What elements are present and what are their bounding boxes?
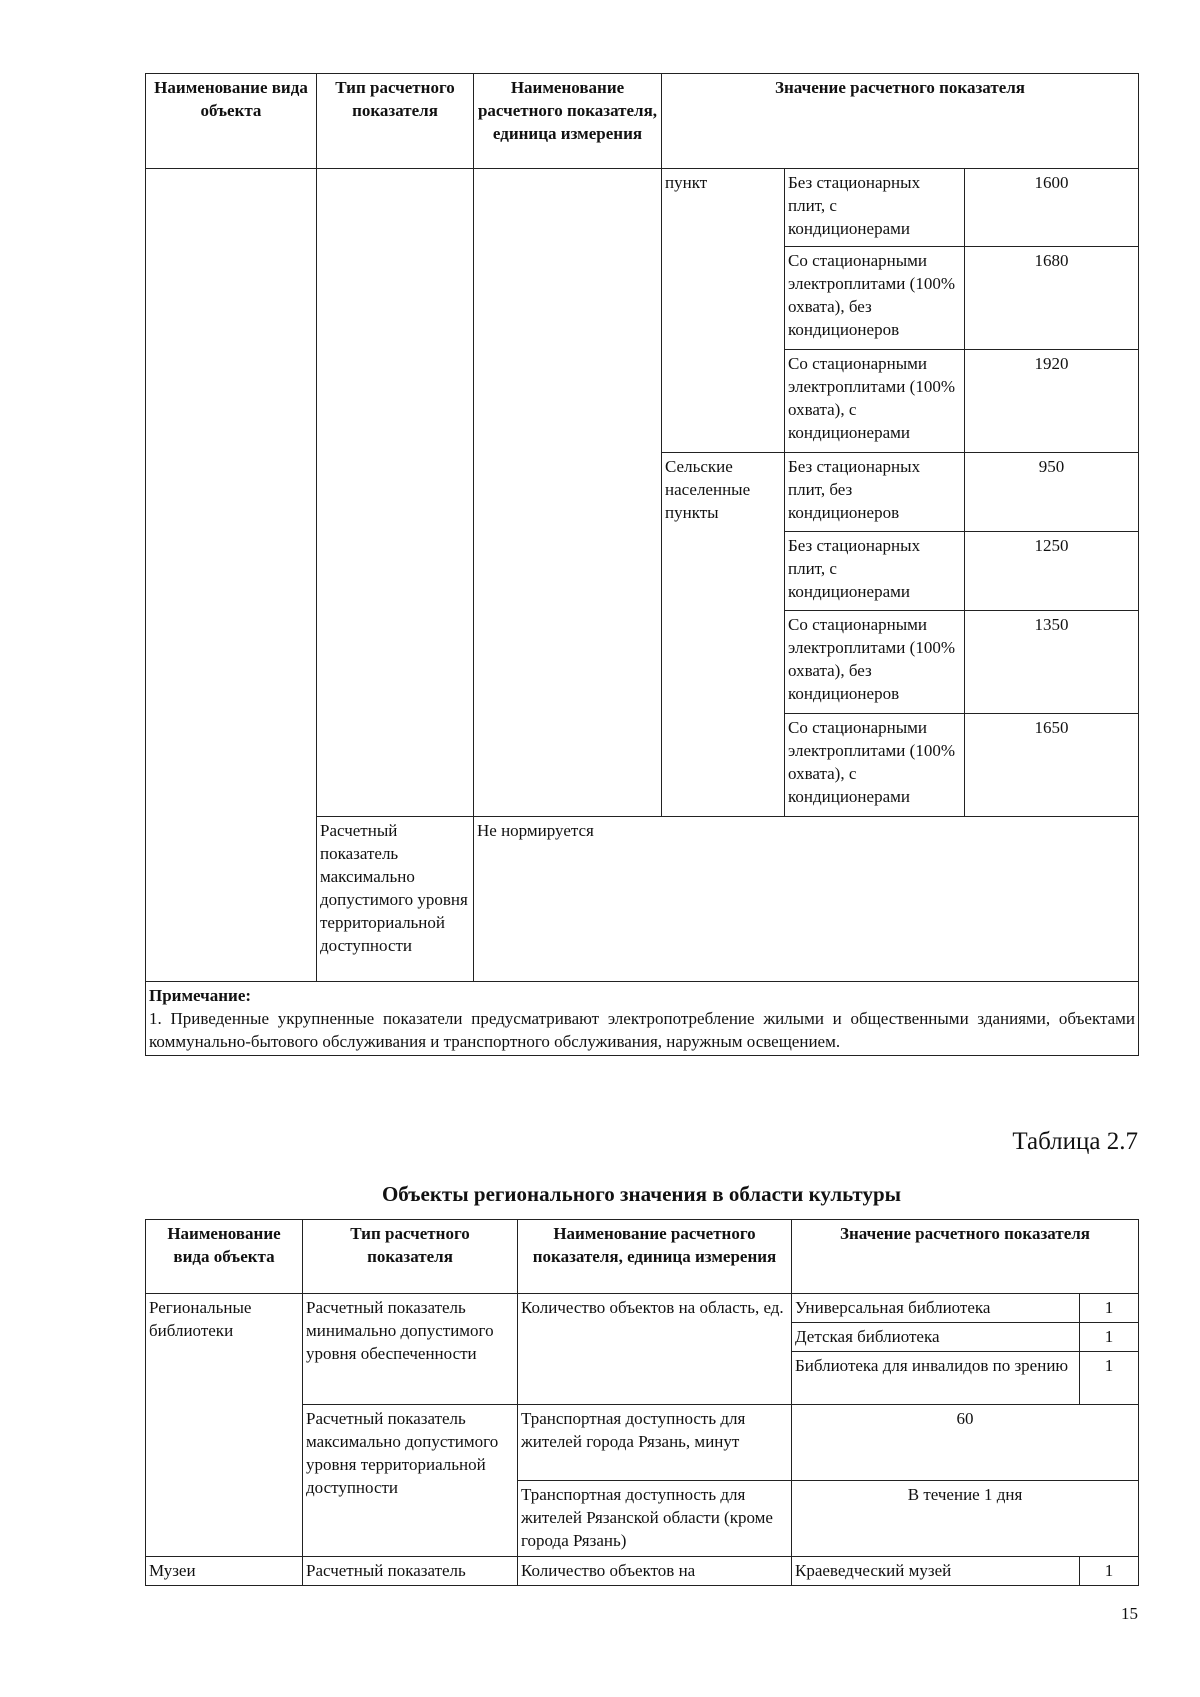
museums-type: Расчетный показатель: [303, 1557, 518, 1586]
table-number: Таблица 2.7: [1012, 1128, 1138, 1155]
city-desc-2: Со стационарными электроплитами (100% охвата), с кондиционерами: [785, 350, 965, 453]
library-item-name-0: Универсальная библиотека: [792, 1294, 1080, 1323]
museums-item-name: Краеведческий музей: [792, 1557, 1080, 1586]
libraries-provision-type: Расчетный показатель минимально допустимого уровня обеспеченности: [303, 1294, 518, 1405]
header-indicator-value: Значение расчетного показателя: [662, 74, 1139, 169]
page-number: 15: [1121, 1604, 1138, 1623]
header-object-type: Наименование вида объекта: [146, 74, 317, 169]
libraries-access-region-value: В течение 1 дня: [792, 1481, 1139, 1557]
libraries-access-city-value: 60: [792, 1405, 1139, 1481]
rural-value-3: 1650: [965, 714, 1139, 817]
city-desc-0: Без стационарных плит, с кондиционерами: [785, 169, 965, 247]
indicator-type-cell: [317, 169, 474, 817]
rural-value-1: 1250: [965, 532, 1139, 611]
libraries-object: Региональные библиотеки: [146, 1294, 303, 1557]
museums-name: Количество объектов на: [518, 1557, 792, 1586]
library-item-value-0: 1: [1080, 1294, 1139, 1323]
libraries-access-city-name: Транспортная доступность для жителей города Рязань, минут: [518, 1405, 792, 1481]
libraries-access-region-name: Транспортная доступность для жителей Рязанской области (кроме города Рязань): [518, 1481, 792, 1557]
library-item-value-2: 1: [1080, 1352, 1139, 1405]
t2-header-object-type: Наименование вида объекта: [146, 1220, 303, 1294]
electricity-table: [145, 73, 1139, 1056]
group-city-label: пункт: [662, 169, 785, 453]
indicator-name-cell: [474, 169, 662, 817]
t2-header-indicator-name: Наименование расчетного показателя, единица измерения: [518, 1220, 792, 1294]
header-indicator-name: Наименование расчетного показателя, единица измерения: [474, 74, 662, 169]
access-value-cell: Не нормируется: [474, 817, 1139, 982]
libraries-provision-name: Количество объектов на область, ед.: [518, 1294, 792, 1405]
t2-header-indicator-value: Значение расчетного показателя: [792, 1220, 1139, 1294]
header-indicator-type: Тип расчетного показателя: [317, 74, 474, 169]
city-value-2: 1920: [965, 350, 1139, 453]
rural-value-0: 950: [965, 453, 1139, 532]
library-item-name-2: Библиотека для инвалидов по зрению: [792, 1352, 1080, 1405]
rural-desc-1: Без стационарных плит, с кондиционерами: [785, 532, 965, 611]
museums-object: Музеи: [146, 1557, 303, 1586]
t2-header-indicator-type: Тип расчетного показателя: [303, 1220, 518, 1294]
rural-value-2: 1350: [965, 611, 1139, 714]
libraries-access-type: Расчетный показатель максимально допустимого уровня территориальной доступности: [303, 1405, 518, 1557]
museums-item-value: 1: [1080, 1557, 1139, 1586]
city-value-0: 1600: [965, 169, 1139, 247]
note-cell: [146, 982, 1139, 1056]
table-title: Объекты регионального значения в области культуры: [381, 1182, 902, 1206]
city-value-1: 1680: [965, 247, 1139, 350]
rural-desc-3: Со стационарными электроплитами (100% охвата), с кондиционерами: [785, 714, 965, 817]
rural-desc-0: Без стационарных плит, без кондиционеров: [785, 453, 965, 532]
access-type-cell: Расчетный показатель максимально допустимого уровня территориальной доступности: [317, 817, 474, 982]
group-rural-label: Сельские населенные пункты: [662, 453, 785, 817]
object-type-cell: [146, 169, 317, 982]
library-item-name-1: Детская библиотека: [792, 1323, 1080, 1352]
culture-table: [145, 1219, 1139, 1586]
note-title: Примечание:: [149, 986, 252, 1005]
library-item-value-1: 1: [1080, 1323, 1139, 1352]
note-text: 1. Приведенные укрупненные показатели предусматривают электропотребление жилыми и общественными зданиями, объектами коммунально-бытового обслуживания и транспортного обслуживания, наружным освещением.: [149, 1009, 1136, 1051]
city-desc-1: Со стационарными электроплитами (100% охвата), без кондиционеров: [785, 247, 965, 350]
rural-desc-2: Со стационарными электроплитами (100% охвата), без кондиционеров: [785, 611, 965, 714]
